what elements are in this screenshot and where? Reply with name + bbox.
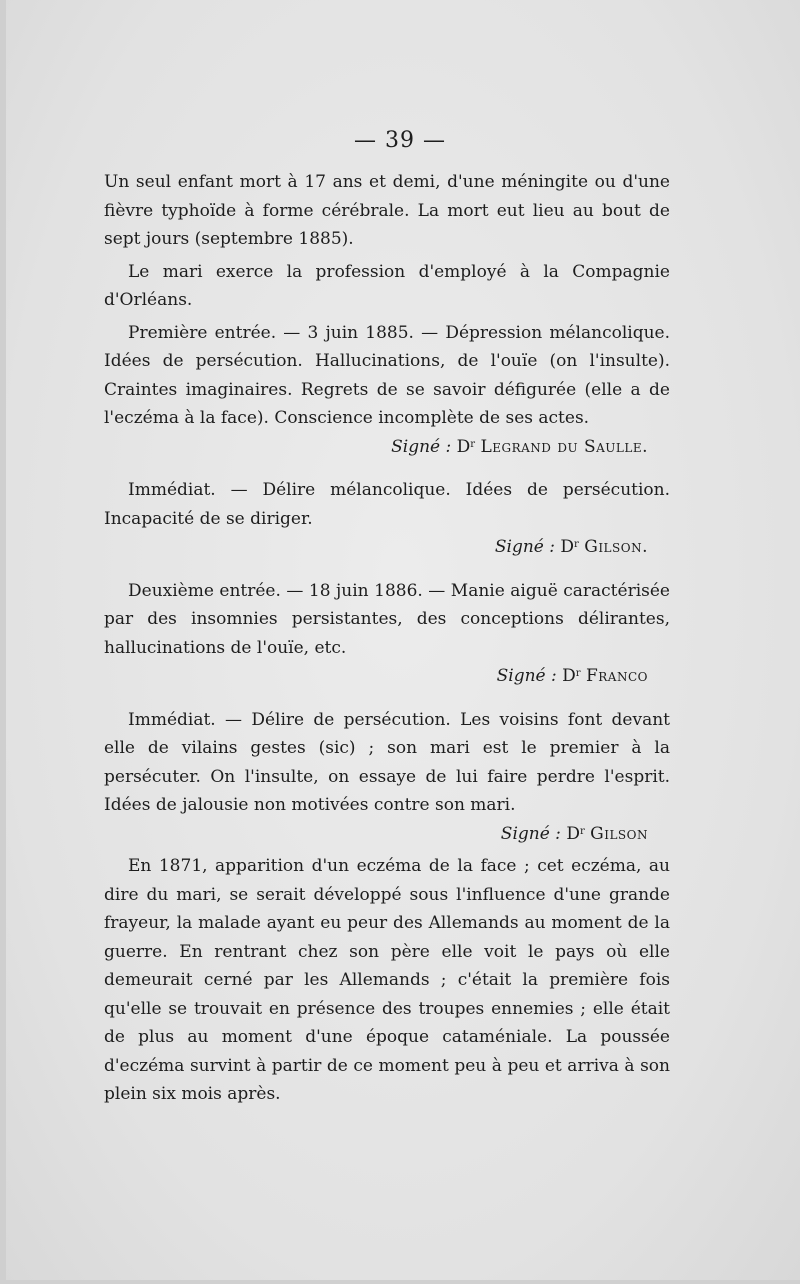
paragraph-second-admission: Deuxième entrée. — 18 juin 1886. — Manie aiguë caractérisée par des insomnies persistantes, des conceptions délirantes, hallucinations de l'ouïe, etc.: [104, 580, 670, 658]
paragraph-immediate-1: Immédiat. — Délire mélancolique. Idées de persécution. Incapacité de se diriger.: [104, 480, 670, 529]
signature-gilson-1: Signé : $D^r$ Gilson.: [494, 537, 648, 557]
signature-gilson-2: Signé : $D^r$ Gilson: [500, 823, 648, 844]
paragraph-husband-profession: Le mari exerce la profession d'employé à la Compagnie d'Orléans.: [104, 261, 670, 310]
paragraph-first-admission: Première entrée. — 3 juin 1885. — Dépression mélancolique. Idées de persécution. Hallucinations, de l'ouïe (on l'insulte). Craintes imaginaires. Regrets de se savoir défigurée (elle a de l'eczéma à la face). Conscience incomplète de ses actes.: [104, 322, 670, 428]
paragraph-child-death: Un seul enfant mort à 17 ans et demi, d'une méningite ou d'une fièvre typhoïde à forme cérébrale. La mort eut lieu au bout de sept jours (septembre 1885).: [104, 172, 670, 249]
page-edge-left: [0, 0, 6, 1284]
paragraph-eczema-history: En 1871, apparition d'un eczéma de la face ; cet eczéma, au dire du mari, se serait développé sous l'influence d'une grande frayeur, la malade ayant eu peur des Allemands au moment de la guerre. En rentrant chez son père elle voit le pays où elle demeurait cerné par les Allemands ; c'était la première fois qu'elle se trouvait en présence des troupes ennemies ; elle était de plus au moment d'une époque cataméniale. La poussée d'eczéma survint à partir de ce moment peu à peu et arriva à son plein six mois après.: [104, 856, 670, 1104]
signature-franco: Signé : $D^r$ Franco: [496, 666, 648, 686]
page-number: — 39 —: [354, 128, 446, 153]
paragraph-immediate-2: Immédiat. — Délire de persécution. Les voisins font devant elle de vilains gestes (sic) ; son mari est le premier à la persécuter. On l'insulte, on essaye de lui faire perdre l'esprit. Idées de jalousie non motivées contre son mari.: [104, 709, 670, 815]
signature-legrand-du-saulle: Signé : $D^r$ Legrand du Saulle.: [391, 436, 648, 457]
page-edge-bottom: [0, 1280, 800, 1284]
page-body: [104, 168, 670, 1109]
